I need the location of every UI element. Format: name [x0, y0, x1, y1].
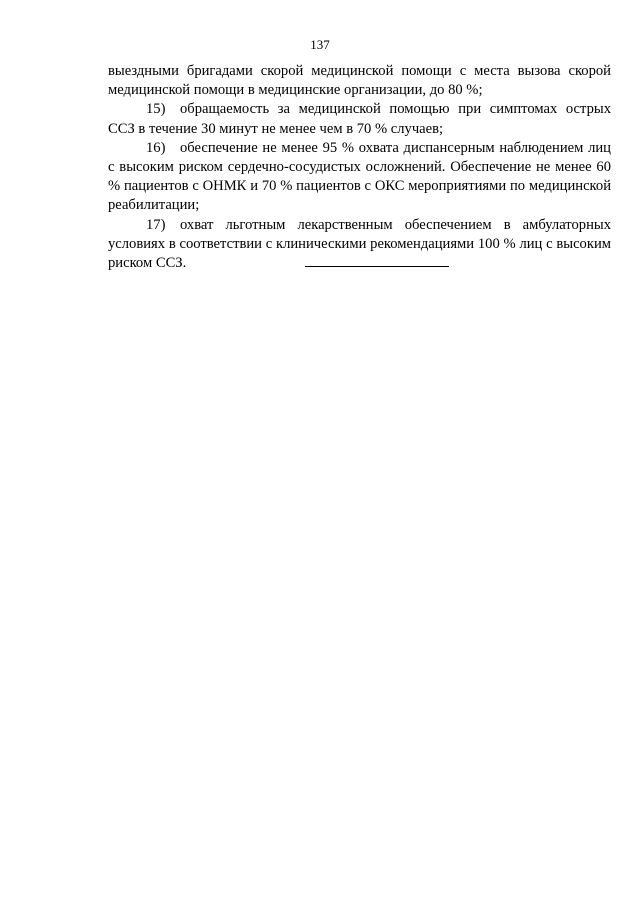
list-item-15: [108, 100, 611, 138]
list-item-number: 17): [146, 216, 166, 233]
paragraph-text: выездными бригадами скорой медицинской помощи с места вызова скорой медицинской помощи в медицинские организации, до 80 %;: [108, 63, 611, 99]
paragraph-text: обеспечение не менее 95 % охвата диспансерным наблюдением лиц с высоким риском сердечно-сосудистых осложнений. Обеспечение не менее 60 % пациентов с ОНМК и 70 % пациентов с ОКС мероприятиями по медицинской реабилитации;: [108, 139, 611, 214]
list-item-16: [108, 139, 611, 216]
paragraph-continuation: [108, 62, 611, 100]
list-item-number: 16): [146, 139, 166, 156]
list-item-17: [108, 216, 611, 274]
end-divider: [305, 266, 449, 267]
page-number: 137: [310, 37, 330, 52]
list-item-number: 15): [146, 101, 166, 118]
paragraph-text: обращаемость за медицинской помощью при симптомах острых ССЗ в течение 30 минут не менее чем в 70 % случаев;: [108, 101, 611, 137]
document-body: [108, 62, 611, 273]
paragraph-text: охват льготным лекарственным обеспечением в амбулаторных условиях в соответствии с клиническими рекомендациями 100 % лиц с высоким риском ССЗ.: [108, 216, 611, 272]
